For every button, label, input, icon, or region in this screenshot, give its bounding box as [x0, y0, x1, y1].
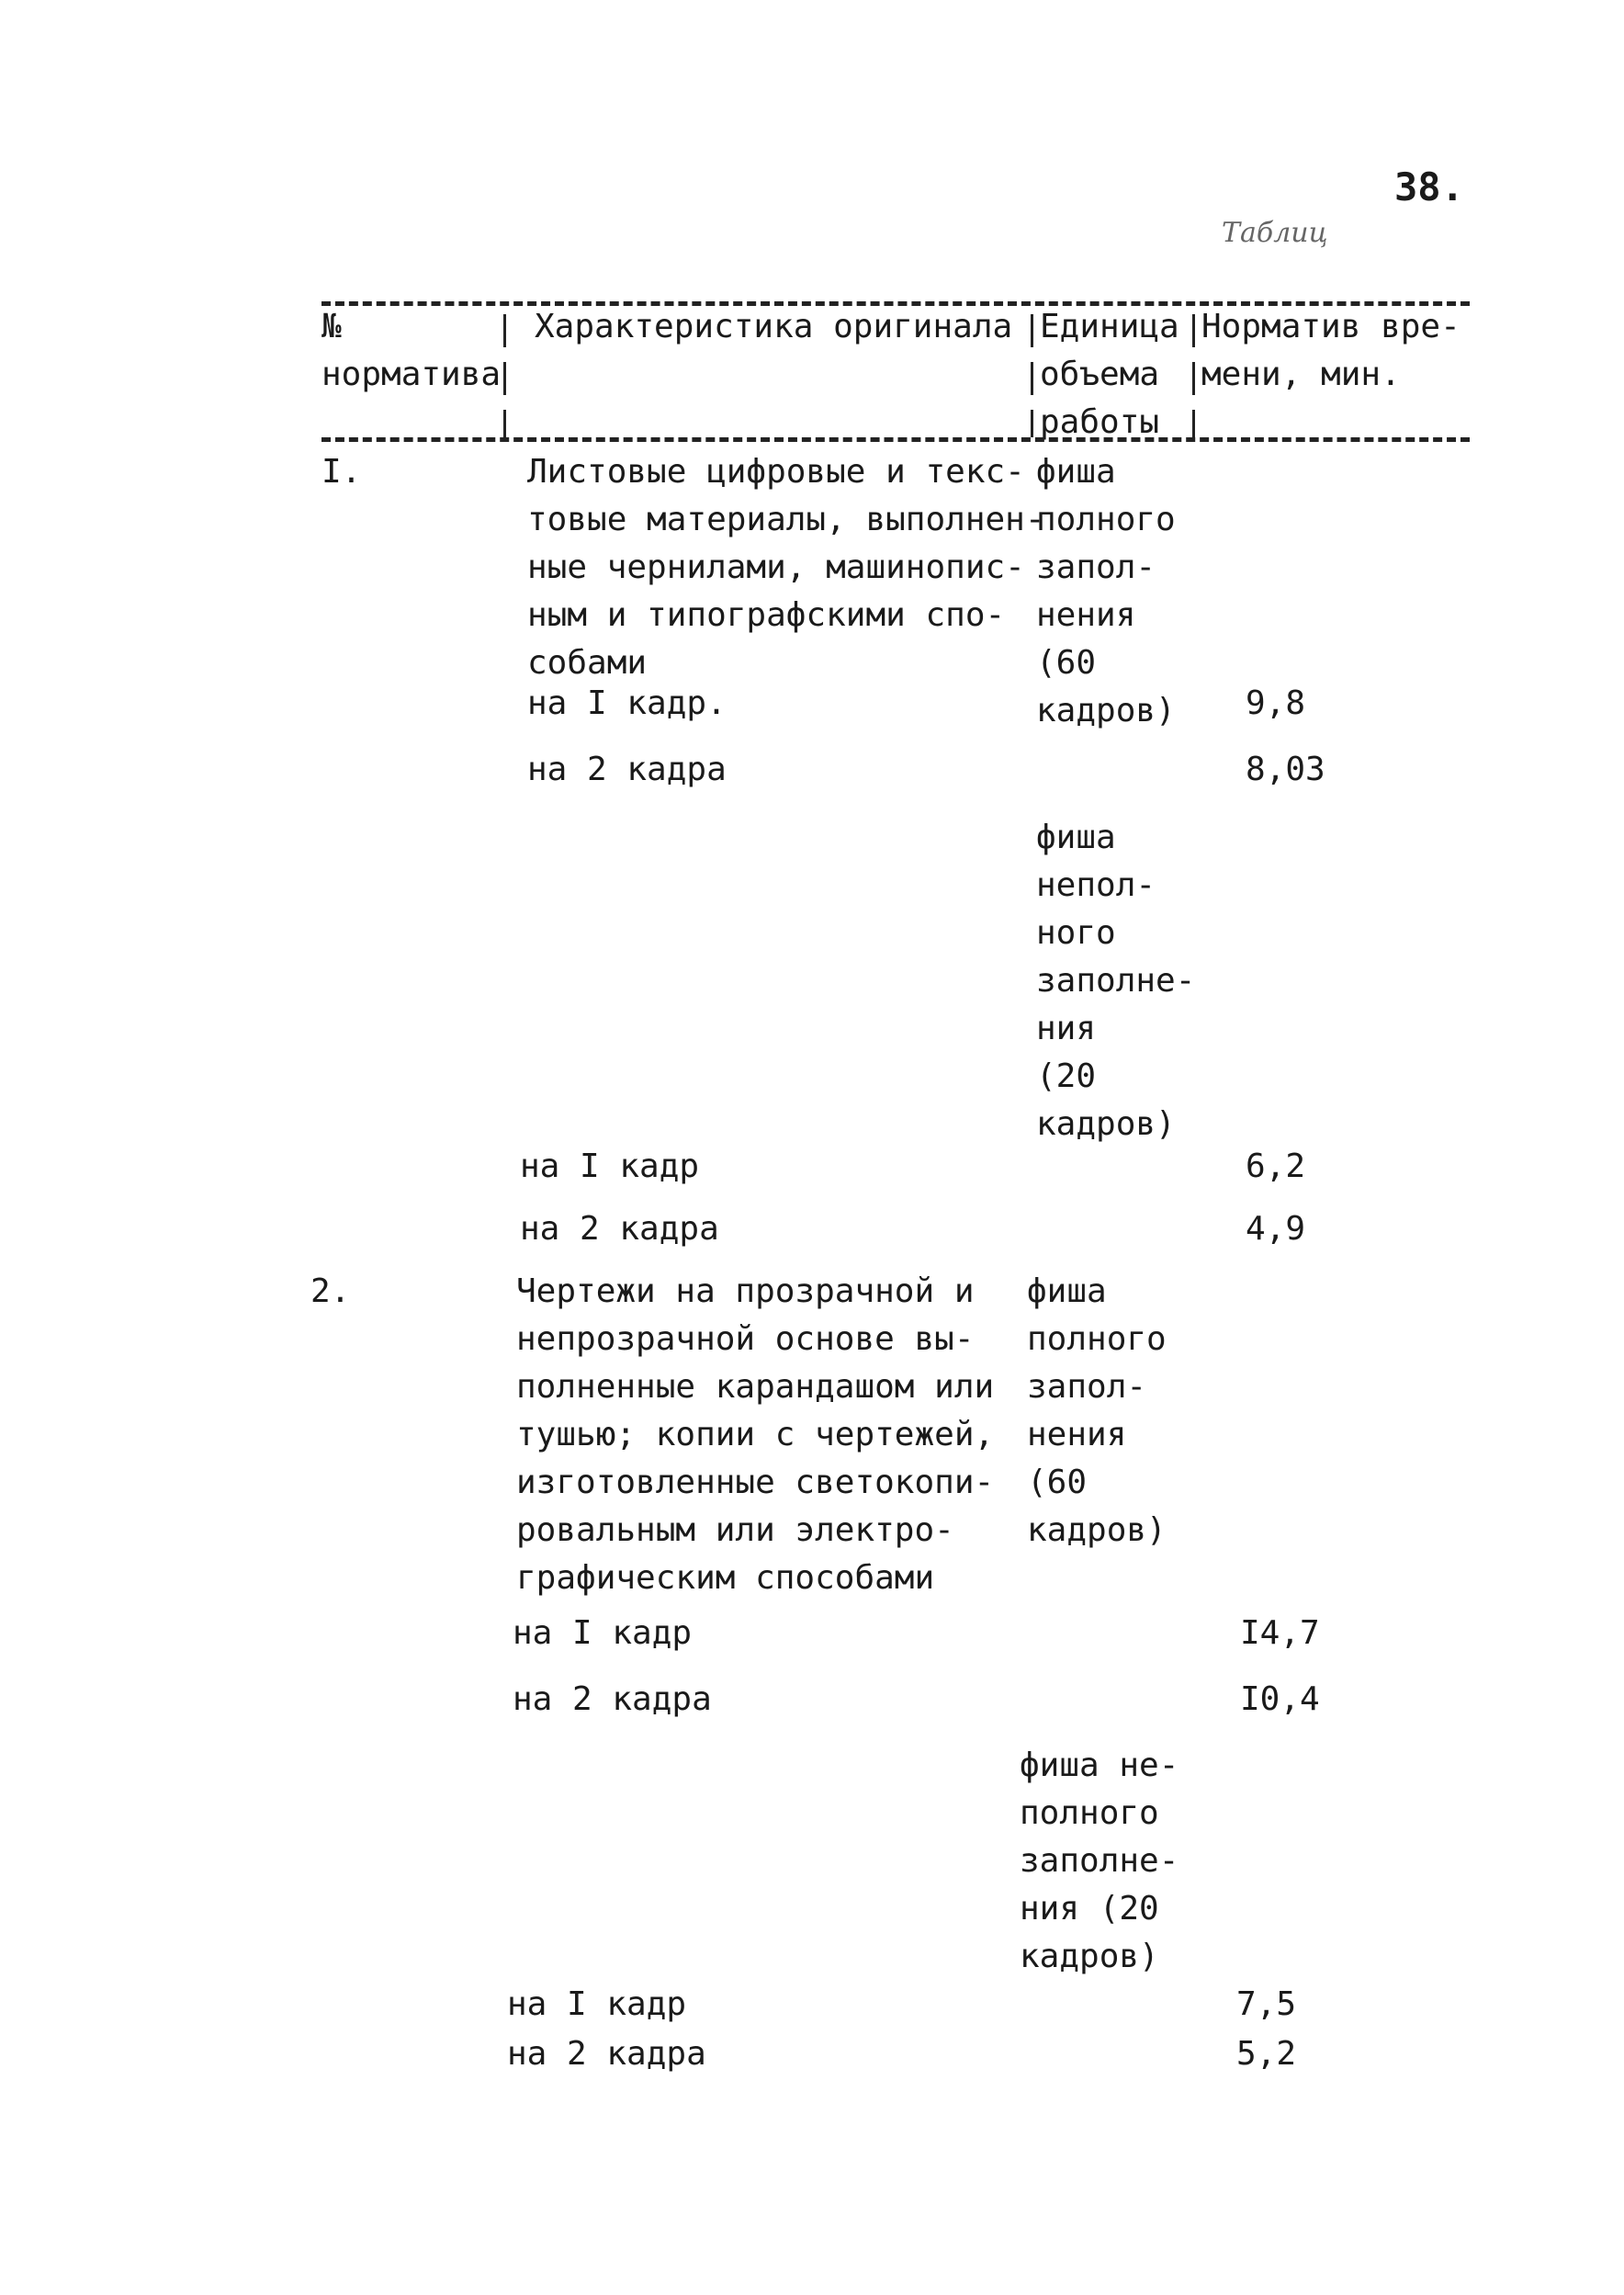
header-unit-column: Единица объема работы [1040, 308, 1179, 441]
page-number: 38. [1394, 164, 1464, 209]
header-separator [1031, 314, 1033, 347]
header-separator [1192, 362, 1195, 395]
row-1-full-frame-2-label: на 2 кадра [527, 751, 727, 788]
row-2-full-frame-2-label: на 2 кадра [513, 1680, 712, 1718]
row-1-partial-frame-1-value: 6,2 [1246, 1148, 1306, 1185]
row-2-partial-frame-1-value: 7,5 [1236, 1985, 1297, 2023]
header-separator [1031, 362, 1033, 395]
row-1-partial-frame-2-value: 4,9 [1246, 1210, 1306, 1248]
header-separator [1192, 314, 1195, 347]
row-2-number: 2. [310, 1272, 351, 1310]
header-separator [1192, 410, 1195, 437]
row-1-description: Листовые цифровые и текс- товые материалы, выполнен- ные чернилами, машинопис- ным и типографскими спо- собами [527, 453, 1045, 682]
row-2-description: Чертежи на прозрачной и непрозрачной основе вы- полненные карандашом или тушью; копии с чертежей, изготовленные светокопи- ровальным или электро- графическим способами [516, 1272, 995, 1597]
header-separator [503, 410, 506, 437]
row-2-unit-partial: фиша не- полного заполне- ния (20 кадров) [1020, 1747, 1179, 1975]
row-2-partial-frame-1-label: на I кадр [507, 1985, 687, 2023]
header-separator [503, 314, 506, 347]
header-norm-column: Норматив вре- мени, мин. [1201, 308, 1460, 393]
header-separator [503, 362, 506, 395]
row-2-full-frame-1-value: I4,7 [1240, 1614, 1320, 1652]
row-2-full-frame-2-value: I0,4 [1240, 1680, 1320, 1718]
row-1-number: I. [321, 453, 362, 491]
row-2-partial-frame-2-label: на 2 кадра [507, 2035, 706, 2073]
row-2-full-frame-1-label: на I кадр [513, 1614, 693, 1652]
header-characteristic-column: Характеристика оригинала [535, 308, 1013, 345]
row-2-unit-full: фиша полного запол- нения (60 кадров) [1027, 1272, 1167, 1549]
row-1-full-frame-1-value: 9,8 [1246, 684, 1306, 722]
header-bottom-rule [321, 437, 1470, 442]
row-2-partial-frame-2-value: 5,2 [1236, 2035, 1297, 2073]
header-separator [1031, 410, 1033, 437]
row-1-full-frame-2-value: 8,03 [1246, 751, 1325, 788]
row-1-unit-full: фиша полного запол- нения (60 кадров) [1036, 453, 1176, 729]
row-1-partial-frame-2-label: на 2 кадра [520, 1210, 719, 1248]
row-1-partial-frame-1-label: на I кадр [520, 1148, 700, 1185]
header-number-column: № норматива [321, 308, 502, 393]
row-1-full-frame-1-label: на I кадр. [527, 684, 727, 722]
row-1-unit-partial: фиша непол- ного заполне- ния (20 кадров) [1036, 819, 1196, 1143]
table-label: Таблиц [1222, 217, 1328, 249]
